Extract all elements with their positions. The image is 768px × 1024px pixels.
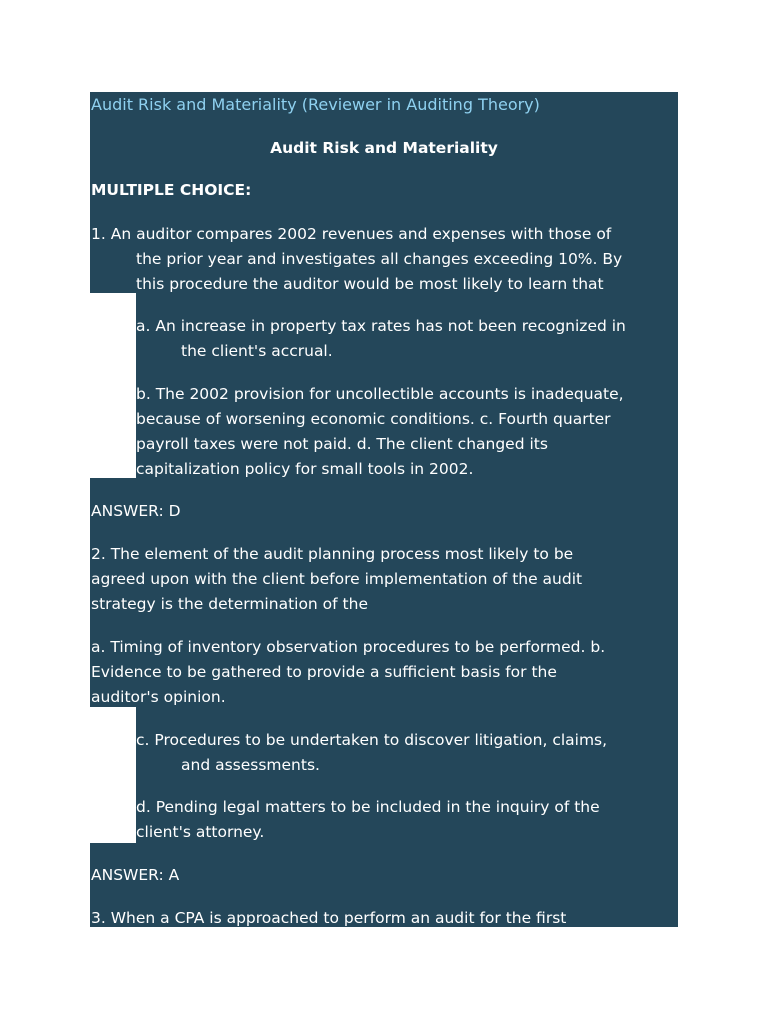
q2-option-d-line-1: d. Pending legal matters to be included in the inquiry of the bbox=[136, 798, 600, 816]
q1-stem-line-3: this procedure the auditor would be most likely to learn that bbox=[136, 275, 604, 293]
q2-option-c-line-2: and assessments. bbox=[181, 756, 320, 774]
q2-stem-line-2: agreed upon with the client before implementation of the audit bbox=[91, 570, 583, 588]
q1-option-b-line-4: capitalization policy for small tools in 2002. bbox=[136, 460, 474, 478]
q2-answer: ANSWER: A bbox=[91, 866, 180, 884]
q2-stem-line-3: strategy is the determination of the bbox=[91, 595, 368, 613]
q1-stem-line-1: 1. An auditor compares 2002 revenues and expenses with those of bbox=[91, 225, 612, 243]
q2-stem-line-1: 2. The element of the audit planning process most likely to be bbox=[91, 545, 574, 563]
q1-option-b-line-1: b. The 2002 provision for uncollectible accounts is inadequate, bbox=[136, 385, 624, 403]
q1-option-a-line-1: a. An increase in property tax rates has not been recognized in bbox=[136, 317, 626, 335]
q2-option-c-line-1: c. Procedures to be undertaken to discover litigation, claims, bbox=[136, 731, 608, 749]
q1-option-b-line-3: payroll taxes were not paid. d. The client changed its bbox=[136, 435, 548, 453]
q2-option-a-line-1: a. Timing of inventory observation procedures to be performed. b. bbox=[91, 638, 606, 656]
q1-stem-line-2: the prior year and investigates all changes exceeding 10%. By bbox=[136, 250, 623, 268]
q3-stem-line-1: 3. When a CPA is approached to perform an audit for the first bbox=[91, 909, 567, 927]
q2-option-d-line-2: client's attorney. bbox=[136, 823, 265, 841]
q2-option-a-line-2: Evidence to be gathered to provide a sufficient basis for the bbox=[91, 663, 557, 681]
q2-option-a-line-3: auditor's opinion. bbox=[91, 688, 226, 706]
section-heading: MULTIPLE CHOICE: bbox=[91, 181, 252, 199]
q1-option-b-line-2: because of worsening economic conditions. c. Fourth quarter bbox=[136, 410, 611, 428]
q1-answer: ANSWER: D bbox=[91, 502, 181, 520]
page-heading: Audit Risk and Materiality bbox=[270, 139, 498, 157]
document-title-link[interactable]: Audit Risk and Materiality (Reviewer in Auditing Theory) bbox=[91, 95, 540, 114]
q1-option-a-line-2: the client's accrual. bbox=[181, 342, 333, 360]
